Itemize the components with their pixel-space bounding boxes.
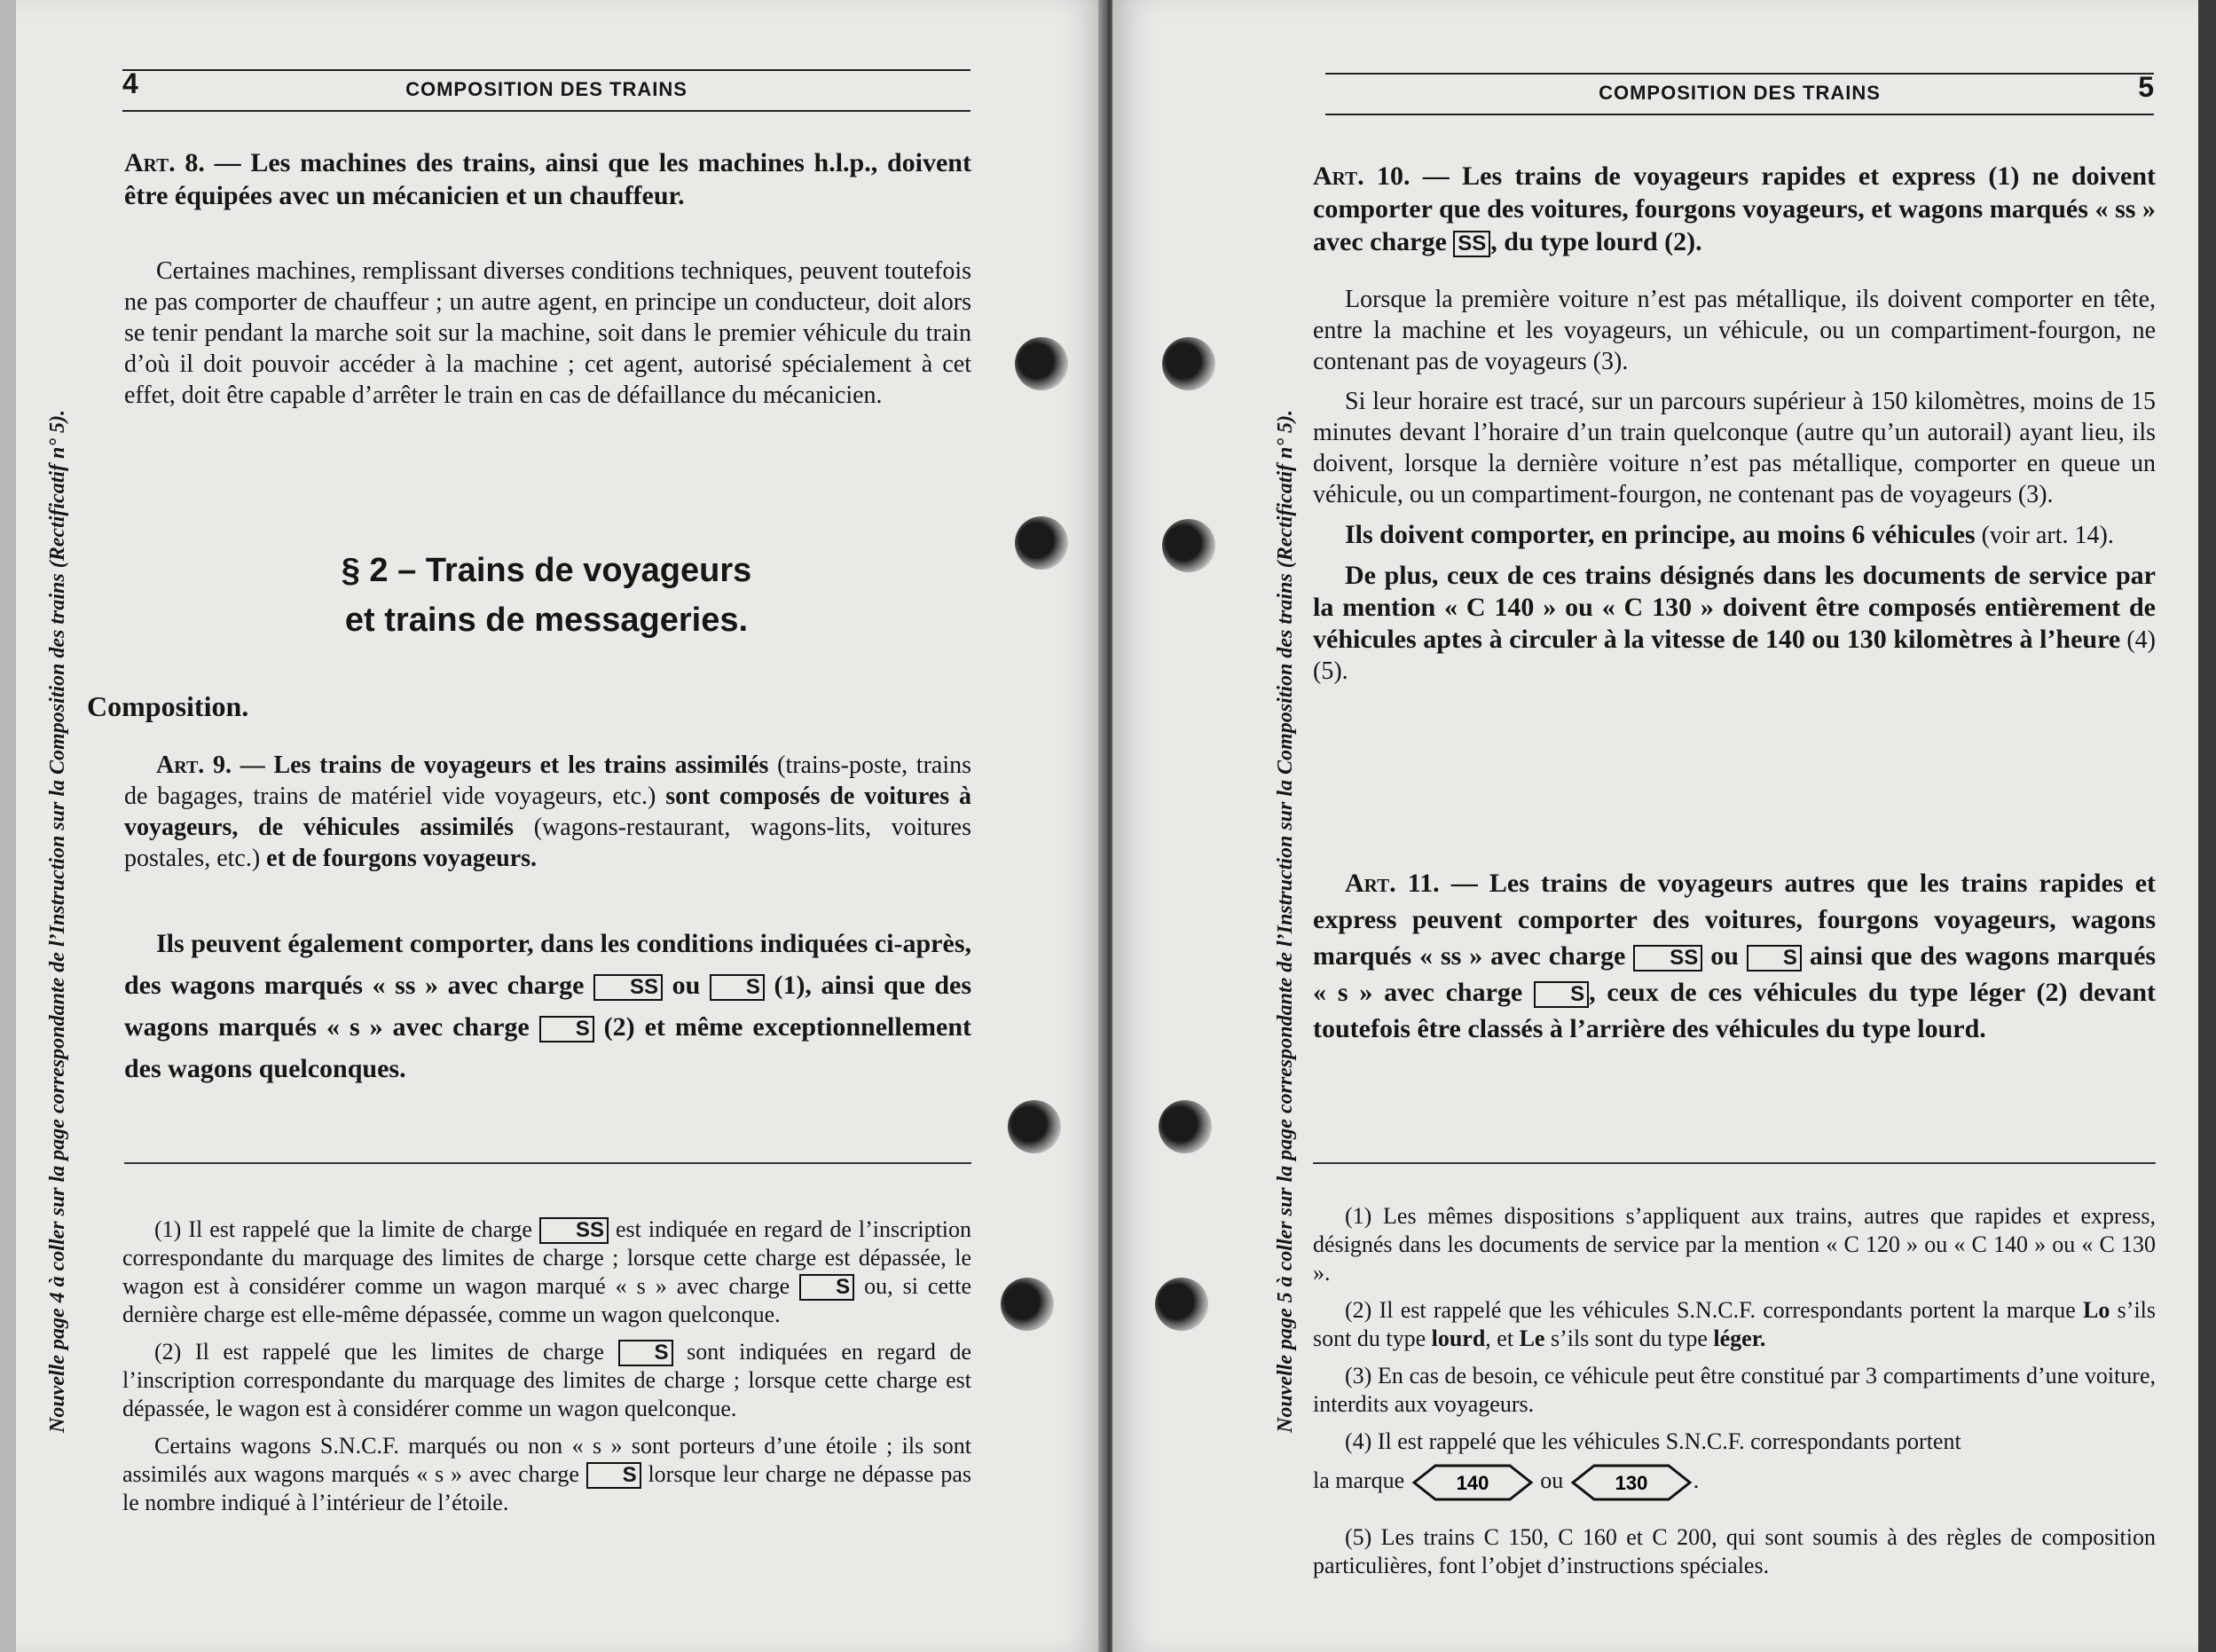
art8-bold: Les machines des trains, ainsi que les machines h.l.p., doivent être équipées avec un mécanicien et un chauffeur. xyxy=(124,148,971,210)
art10-p3 xyxy=(1313,519,2156,551)
footnote-4: (4) Il est rappelé que les véhicules S.N.C.F. correspondants portent xyxy=(1345,1428,1961,1454)
binder-hole xyxy=(1008,1100,1061,1153)
footnote-1c: ou, si cette dernière charge est elle-même dépassée, comme un wagon quelconque. xyxy=(122,1273,971,1327)
art10-body xyxy=(1313,284,2156,696)
footnote-3a: Certains wagons S.N.C.F. marqués ou non « s » sont porteurs d’une étoile ; ils sont assimilés aux wagons marqués « s » avec charge xyxy=(122,1433,971,1487)
left-page xyxy=(16,0,1104,1652)
art10-p1: Lorsque la première voiture n’est pas métallique, ils doivent comporter en tête, entre la machine et les voyageurs, un véhicule, ou un compartiment-fourgon, ne contenant pas de voyageurs (3). xyxy=(1313,286,2156,375)
footnote-2a: (2) Il est rappelé que les limites de charge xyxy=(154,1339,604,1365)
section-title-line1: § 2 – Trains de voyageurs xyxy=(341,552,752,589)
speed-130-badge xyxy=(1569,1463,1693,1502)
page-number: 5 xyxy=(2138,71,2154,103)
footnote-2c: s’ils sont du type xyxy=(1313,1297,2157,1351)
right-footnotes xyxy=(1313,1202,2156,1589)
footnote-3b: lorsque leur charge ne dépasse pas le nombre indiqué à l’intérieur de l’étoile. xyxy=(122,1461,972,1515)
charge-s-box: S xyxy=(710,974,765,1001)
footnote-rule xyxy=(1313,1162,2156,1164)
art9-paragraph1 xyxy=(124,750,971,874)
art11-paragraph xyxy=(1313,865,2156,1047)
charge-s-box: S xyxy=(799,1274,854,1301)
type-lourd: lourd xyxy=(1431,1326,1486,1351)
art8-paragraph xyxy=(124,256,971,411)
charge-ss-box: SS xyxy=(1633,945,1702,972)
speed-140-badge xyxy=(1411,1463,1535,1502)
charge-ss-box: SS xyxy=(1453,231,1490,257)
charge-ss-box: SS xyxy=(593,974,663,1001)
binder-hole xyxy=(1015,516,1068,570)
charge-s-box: S xyxy=(539,1016,594,1042)
charge-s-box: S xyxy=(1747,945,1802,972)
left-edge-shadow xyxy=(0,0,16,1652)
binder-hole xyxy=(1155,1278,1208,1331)
footnote-2a: (2) Il est rappelé que les véhicules S.N.C.F. correspondants portent la marque xyxy=(1345,1297,2076,1323)
art9-t5: et de fourgons voyageurs. xyxy=(266,845,538,872)
art9-paragraph2 xyxy=(124,923,971,1090)
footnote-1: (1) Les mêmes dispositions s’appliquent aux trains, autres que rapides et express, désignés dans les documents de service par la mention « C 120 » ou « C 140 » ou « C 130 ». xyxy=(1313,1203,2156,1286)
mark-lo: Lo xyxy=(2083,1297,2110,1323)
footnote-2 xyxy=(1313,1296,2156,1353)
art9-p2c: (1), ainsi que des wagons marqués « s » avec charge xyxy=(124,971,972,1042)
art9-p2b: ou xyxy=(672,971,701,1000)
art10-b2: , du type lourd (2). xyxy=(1490,227,1702,256)
footnote-1 xyxy=(122,1215,971,1329)
art9-t4: (wagons-restaurant, wagons-lits, voitures postales, etc.) xyxy=(124,814,971,872)
section-title-line2: et trains de messageries. xyxy=(344,602,749,639)
running-title: COMPOSITION DES TRAINS xyxy=(405,78,688,100)
art11-b3: ainsi que des wagons marqués « s » avec charge xyxy=(1313,941,2157,1007)
speed-130-label: 130 xyxy=(1615,1472,1648,1495)
art8-label: Art. 8. — xyxy=(124,148,241,177)
footnote-4-marks xyxy=(1313,1459,2156,1502)
speed-140-label: 140 xyxy=(1456,1472,1489,1495)
art9-p2a: Ils peuvent également comporter, dans les conditions indiquées ci-après, des wagons marqués « ss » avec charge xyxy=(124,929,971,1000)
charge-ss-box: SS xyxy=(539,1217,609,1244)
charge-s-box: S xyxy=(1534,981,1589,1008)
binder-hole xyxy=(1015,337,1068,390)
charge-s-box: S xyxy=(586,1462,641,1489)
left-footnotes xyxy=(122,1215,971,1526)
art10-p4 xyxy=(1313,560,2156,687)
art10-p3b: (voir art. 14). xyxy=(1981,522,2114,549)
binder-hole xyxy=(1001,1278,1054,1331)
art10-heading xyxy=(1313,160,2156,258)
type-leger: léger. xyxy=(1713,1326,1766,1351)
art9-label: Art. 9. — xyxy=(156,751,265,779)
art11-b1: Les trains de voyageurs autres que les trains rapides et express peuvent comporter des voitures, fourgons voyageurs, wagons marqués « ss » avec charge xyxy=(1313,869,2156,971)
footnote-4c: ou xyxy=(1540,1467,1564,1493)
footnote-4b: la marque xyxy=(1313,1467,1405,1493)
vertical-note: Nouvelle page 5 à coller sur la page correspondante de l’Instruction sur la Composition des trains (Rectificatif n° 5). xyxy=(1274,410,1297,1433)
art8-heading xyxy=(124,146,971,212)
binder-hole xyxy=(1162,519,1215,572)
left-page-header xyxy=(122,69,970,112)
footnote-1b: est indiquée en regard de l’inscription correspondante du marquage des limites de charge ; lorsque cette charge est dépassée, le wagon est à considérer comme un wagon marqué « s » avec charge xyxy=(122,1216,972,1299)
running-title: COMPOSITION DES TRAINS xyxy=(1599,82,1881,104)
art10-p4b: (4) (5). xyxy=(1313,626,2157,685)
right-edge-shadow xyxy=(2198,0,2216,1652)
art9-t2: (trains-poste, trains de bagages, trains de matériel vide voyageurs, etc.) xyxy=(124,751,972,810)
art10-p3a: Ils doivent comporter, en principe, au moins 6 véhicules xyxy=(1345,520,1976,549)
art10-p4a: De plus, ceux de ces trains désignés dans les documents de service par la mention « C 140 » ou « C 130 » doivent être composés entièrement de véhicules aptes à circuler à la vitesse de 140 ou 130 kilomètres à l’heure xyxy=(1313,561,2156,654)
right-page xyxy=(1112,0,2200,1652)
footnote-2-extra xyxy=(122,1432,971,1517)
footnote-rule xyxy=(124,1162,971,1164)
art10-p2: Si leur horaire est tracé, sur un parcours supérieur à 150 kilomètres, moins de 15 minutes devant l’horaire d’un train quelconque (autre qu’un autorail) ayant lieu, ils doivent, lorsque la dernière voiture n’est pas métallique, comporter en queue un véhicule, ou un compartiment-fourgon, ne contenant pas de voyageurs (3). xyxy=(1313,388,2156,508)
mark-le: Le xyxy=(1519,1326,1545,1351)
art11-b4: , ceux de ces véhicules du type léger (2) devant toutefois être classés à l’arrière des véhicules du type lourd. xyxy=(1313,978,2157,1043)
footnote-2e: , et xyxy=(1485,1326,1514,1351)
subheading: Composition. xyxy=(87,690,249,722)
art8-text: Certaines machines, remplissant diverses conditions techniques, peuvent toutefois ne pas comporter de chauffeur ; un autre agent, en principe un conducteur, doit alors se tenir pendant la marche soit sur la machine, soit dans le premier véhicule du train d’où il doit pouvoir accéder à la machine ; cet agent, autorisé spécialement à cet effet, doit être capable d’arrêter le train en cas de défaillance du mécanicien. xyxy=(124,257,971,409)
vertical-note: Nouvelle page 4 à coller sur la page correspondante de l’Instruction sur la Composition des trains (Rectificatif n° 5). xyxy=(46,410,69,1433)
footnote-5: (5) Les trains C 150, C 160 et C 200, qui sont soumis à des règles de composition particulières, font l’objet d’instructions spéciales. xyxy=(1313,1524,2156,1579)
art10-label: Art. 10. — xyxy=(1313,161,1450,191)
footnote-1a: (1) Il est rappelé que la limite de charge xyxy=(154,1216,532,1242)
footnote-2 xyxy=(122,1338,971,1423)
art11-label: Art. 11. — xyxy=(1345,869,1478,898)
art10-b1: Les trains de voyageurs rapides et express (1) ne doivent comporter que des voitures, fourgons voyageurs, et wagons marqués « ss » avec charge xyxy=(1313,161,2157,256)
footnote-4d: . xyxy=(1693,1467,1700,1493)
page-number: 4 xyxy=(122,67,138,99)
right-page-header xyxy=(1325,73,2154,115)
footnote-3: (3) En cas de besoin, ce véhicule peut être constitué par 3 compartiments d’une voiture, interdits aux voyageurs. xyxy=(1313,1363,2156,1417)
art9-t1: Les trains de voyageurs et les trains assimilés xyxy=(273,751,769,779)
art9-p2d: (2) et même exceptionnellement des wagons quelconques. xyxy=(124,1012,972,1083)
binder-hole xyxy=(1159,1100,1212,1153)
charge-s-box: S xyxy=(618,1340,673,1366)
art11-b2: ou xyxy=(1710,941,1739,971)
binder-hole xyxy=(1162,337,1215,390)
section-title xyxy=(122,546,970,645)
footnote-2b: sont indiquées en regard de l’inscription correspondante du marquage des limites de charge ; lorsque cette charge est dépassée, le wagon est à considérer comme un wagon quelconque. xyxy=(122,1339,972,1421)
footnote-2g: s’ils sont du type xyxy=(1550,1326,1708,1351)
art9-t3: sont composés de voitures à voyageurs, de véhicules assimilés xyxy=(124,783,971,841)
